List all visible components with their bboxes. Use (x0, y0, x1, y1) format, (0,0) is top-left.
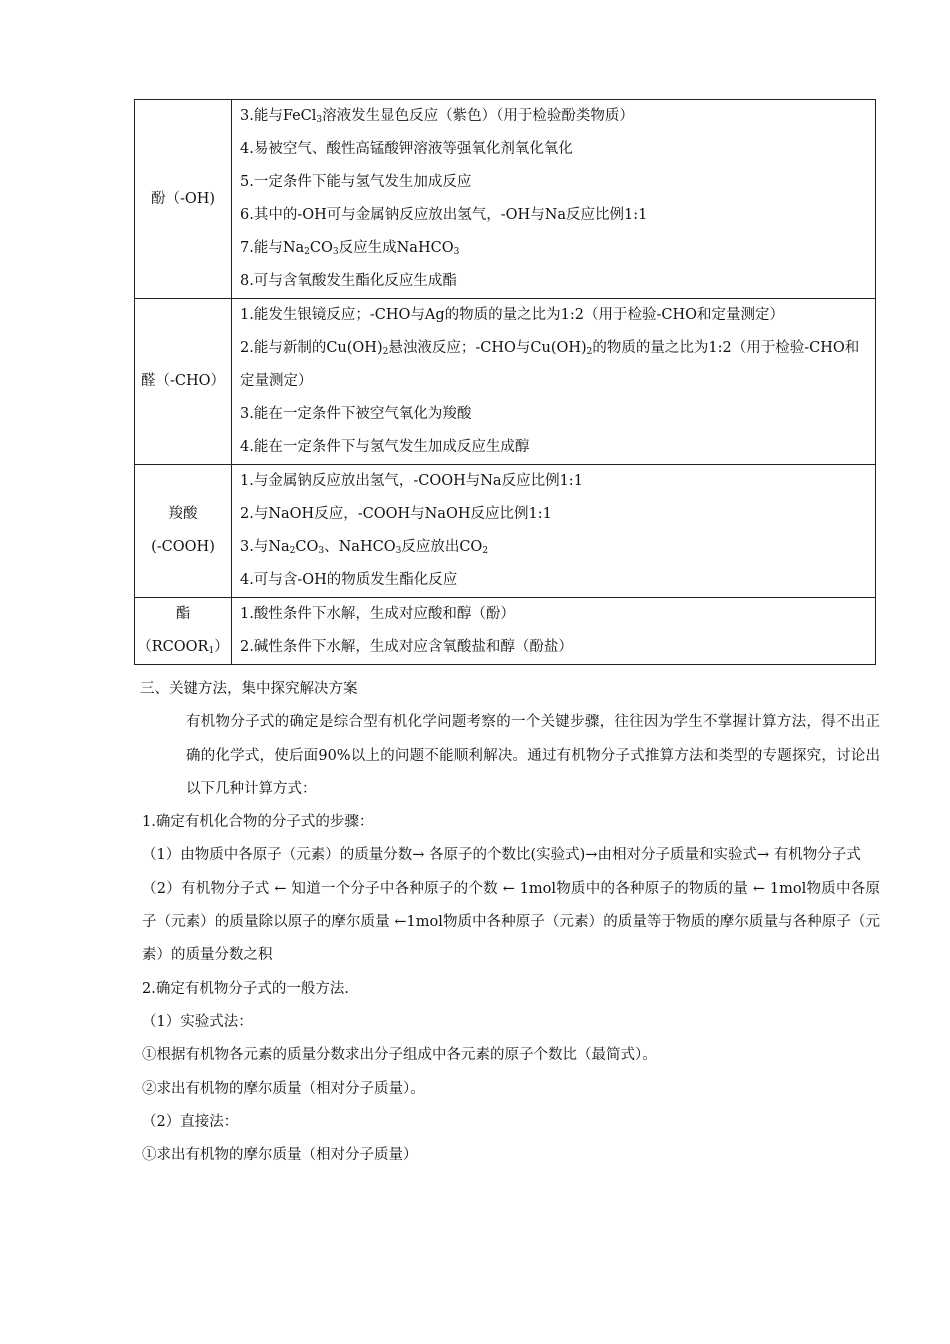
step-2-text: （2）有机物分子式 ← 知道一个分子中各种原子的个数 ← 1mol物质中的各种原子的物质的量 ← 1mol物质中各原子（元素）的质量除以原子的摩尔质量 ←1mol物质中各种原子（元素）的质量等于物质的摩尔质量与各种原子（元素）的质量分数之积 (142, 880, 880, 964)
property-list-cell (232, 100, 876, 299)
property-item: 4.易被空气、酸性高锰酸钾溶液等强氧化剂氧化氧化 (240, 141, 573, 157)
group-name-line: 酚（-OH) (150, 190, 216, 207)
method-step: ①求出有机物的摩尔质量（相对分子质量） (142, 1147, 418, 1164)
group-name-cell (135, 598, 232, 665)
group-name-cell (135, 100, 232, 299)
property-item: 5.一定条件下能与氢气发生加成反应 (240, 174, 472, 190)
table-row (135, 100, 876, 299)
property-item: 3.能在一定条件下被空气氧化为羧酸 (240, 406, 472, 422)
property-item: 1.与金属钠反应放出氢气，-COOH与Na反应比例1:1 (240, 473, 583, 489)
group-name-line: 羧酸 (168, 506, 198, 522)
property-item: 3.与$Na_2CO_3$、NaHCO$_3$反应放出$CO_2$ (240, 539, 489, 556)
property-list-cell (232, 465, 876, 598)
property-list-cell (232, 598, 876, 665)
method-title: （1）实验式法： (142, 1013, 253, 1030)
subsection-title: 2.确定有机物分子式的一般方法. (142, 980, 349, 997)
method-step: ①根据有机物各元素的质量分数求出分子组成中各元素的原子个数比（最简式）。 (142, 1047, 657, 1064)
document-body (142, 673, 880, 1172)
table-row (135, 299, 876, 465)
property-item: 2.碱性条件下水解，生成对应含氧酸盐和醇（酚盐） (240, 639, 573, 655)
group-name-line: 醛（-CHO） (140, 373, 226, 389)
table-row (135, 465, 876, 598)
table-row (135, 598, 876, 665)
functional-group-table (134, 99, 876, 665)
group-name-line: $(RCOOR_1)$ (137, 639, 229, 656)
property-item: 2.能与新制的$Cu(OH)_2$悬浊液反应；-CHO与$Cu(OH)_2$的物质的量之比为1:2（用于检验-CHO和定量测定） (240, 340, 860, 389)
property-item: 1.能发生银镜反应；-CHO与Ag的物质的量之比为1:2（用于检验-CHO和定量测定） (240, 307, 784, 323)
method-title: （2）直接法： (142, 1113, 239, 1130)
property-item: 2.与NaOH反应，-COOH与NaOH反应比例1:1 (240, 506, 552, 522)
group-name-cell (135, 465, 232, 598)
property-item: 8.可与含氧酸发生酯化反应生成酯 (240, 273, 457, 289)
group-name-line: (-COOH) (151, 539, 215, 555)
property-item: 6.其中的-OH可与金属钠反应放出氢气，-OH与Na反应比例1:1 (240, 207, 648, 223)
group-name-cell (135, 299, 232, 465)
property-list-cell (232, 299, 876, 465)
group-name-line: 酯 (175, 606, 191, 622)
section-heading: 三、关键方法，集中探究解决方案 (140, 681, 358, 697)
subsection-title: 1.确定有机化合物的分子式的步骤： (142, 814, 374, 831)
property-item: 4.能在一定条件下与氢气发生加成反应生成醇 (240, 439, 530, 455)
property-item: 4.可与含-OH的物质发生酯化反应 (240, 572, 458, 588)
property-item: 3.能与FeCl$_3$溶液发生显色反应（紫色）（用于检验酚类物质） (240, 108, 634, 125)
property-item: 7.能与$Na_2CO_3$反应生成NaHCO$_3$ (240, 240, 460, 257)
property-item: 1.酸性条件下水解，生成对应酸和醇（酚） (240, 606, 515, 622)
step-1-text: （1）由物质中各原子（元素）的质量分数→ 各原子的个数比(实验式)→由相对分子质量和实验式→ 有机物分子式 (142, 847, 861, 864)
method-step: ②求出有机物的摩尔质量（相对分子质量）。 (142, 1080, 425, 1097)
intro-paragraph: 有机物分子式的确定是综合型有机化学问题考察的一个关键步骤，往往因为学生不掌握计算方法，得不出正确的化学式，使后面90%以上的问题不能顺利解决。通过有机物分子式推算方法和类型的专题探究，讨论出以下几种计算方式： (186, 714, 880, 797)
